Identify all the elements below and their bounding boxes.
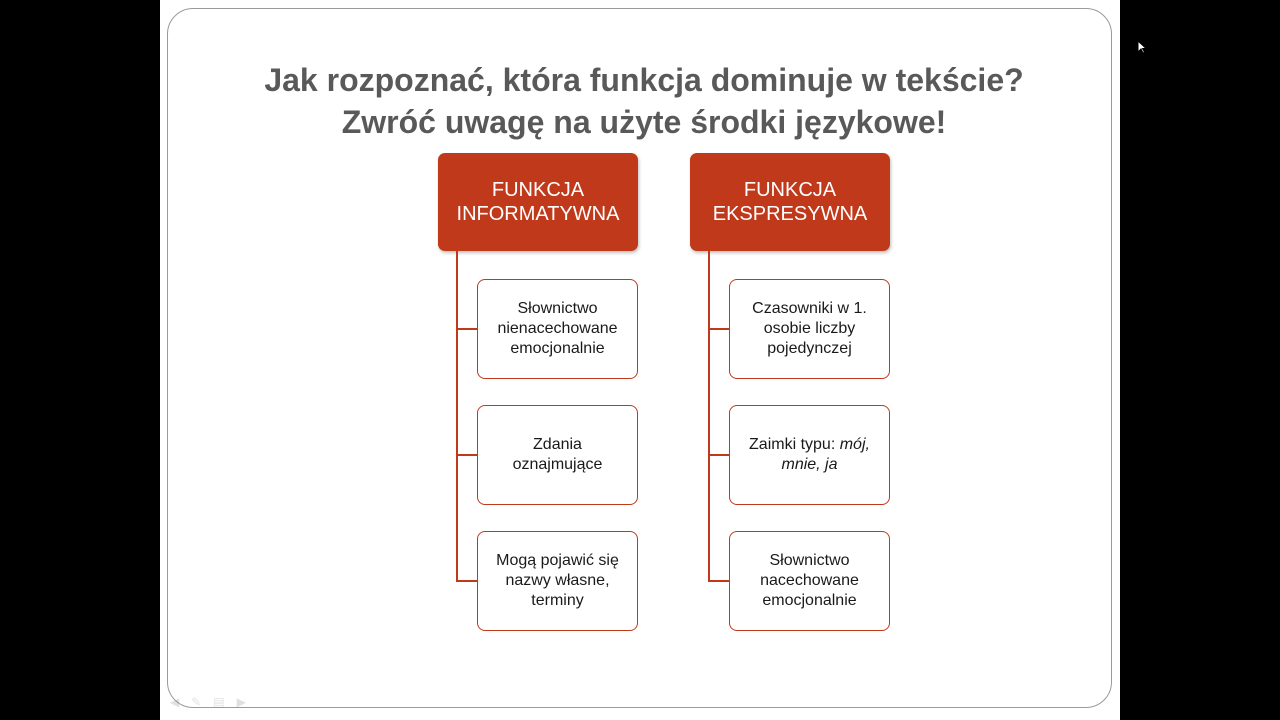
connector-line — [456, 580, 477, 582]
list-item — [729, 531, 890, 631]
item-text: terminy — [531, 592, 584, 609]
video-frame — [160, 0, 1120, 720]
connector-line — [456, 454, 477, 456]
item-text: Czasowniki w 1. — [752, 300, 867, 317]
slide-title-line2: Zwróć uwagę na użyte środki językowe! — [341, 104, 947, 140]
item-text: nacechowane — [760, 572, 859, 589]
item-text: oznajmujące — [512, 456, 603, 473]
connector-line — [708, 251, 710, 582]
connector-line — [708, 454, 729, 456]
arrow-right-icon[interactable]: ▶ — [236, 695, 246, 709]
item-text: Mogą pojawić się — [496, 552, 619, 569]
heading-line: FUNKCJA — [743, 179, 837, 201]
slide-title-line1: Jak rozpoznać, która funkcja dominuje w tekście? — [264, 62, 1024, 98]
item-text: Słownictwo — [769, 552, 850, 569]
list-item — [477, 531, 638, 631]
list-item — [477, 405, 638, 505]
item-text: Zaimki typu: mój, — [749, 436, 870, 453]
heading-funkcja-informatywna — [438, 153, 638, 251]
item-text: nienacechowane — [497, 320, 618, 337]
list-item — [729, 279, 890, 379]
mouse-cursor-icon — [1137, 40, 1147, 54]
heading-line: FUNKCJA — [491, 179, 585, 201]
connector-line — [708, 580, 729, 582]
list-item — [477, 279, 638, 379]
arrow-left-icon[interactable]: ◀ — [170, 695, 180, 709]
slideshow-toolbar — [170, 695, 246, 709]
item-text: nazwy własne, — [505, 572, 610, 589]
item-text: mnie, ja — [781, 456, 838, 473]
item-text: osobie liczby — [763, 320, 856, 337]
item-text: emocjonalnie — [762, 592, 857, 609]
list-item — [729, 405, 890, 505]
item-text: Zdania — [533, 436, 582, 453]
heading-line: EKSPRESYWNA — [712, 203, 868, 225]
connector-line — [708, 328, 729, 330]
item-text: pojedynczej — [767, 340, 852, 357]
heading-funkcja-ekspresywna — [690, 153, 890, 251]
heading-line: INFORMATYWNA — [456, 203, 620, 225]
pen-icon[interactable]: ✎ — [191, 695, 202, 709]
menu-icon[interactable]: ▤ — [213, 695, 225, 709]
connector-line — [456, 251, 458, 582]
item-text: Słownictwo — [517, 300, 598, 317]
connector-line — [456, 328, 477, 330]
item-text: emocjonalnie — [510, 340, 605, 357]
